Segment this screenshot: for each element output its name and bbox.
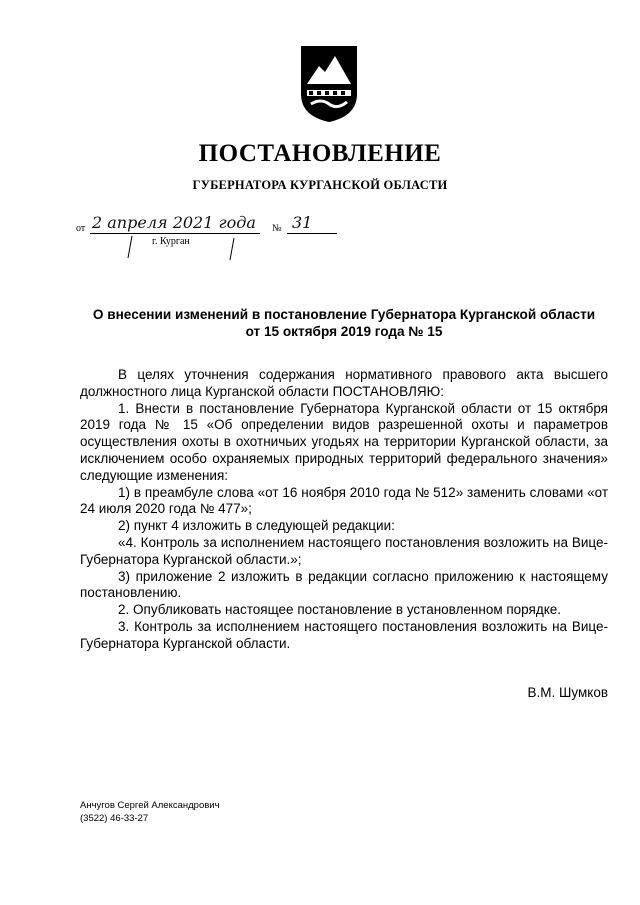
city-label: г. Курган (152, 236, 190, 247)
executor-name: Анчугов Сергей Александрович (80, 800, 220, 811)
number-handwritten: 31 (292, 213, 313, 232)
number-underline (287, 233, 337, 234)
coat-of-arms-icon (299, 44, 359, 124)
document-body (80, 367, 608, 653)
body-paragraph: 3. Контроль за исполнением настоящего постановления возложить на Вице-Губернатора Курганской области. (80, 618, 608, 651)
date-handwritten: 2 апреля 2021 года (92, 213, 256, 232)
document-heading (84, 306, 604, 340)
document-subtitle: ГУБЕРНАТОРА КУРГАНСКОЙ ОБЛАСТИ (192, 178, 448, 192)
signature-name: В.М. Шумков (527, 685, 608, 700)
date-prefix: от (76, 223, 86, 234)
body-paragraph: 2) пункт 4 изложить в следующей редакции: (118, 518, 395, 534)
body-paragraph: В целях уточнения содержания нормативного правового акта высшего должностного лица Курганской области ПОСТАНОВЛЯЮ: (80, 367, 608, 399)
executor-phone: (3522) 46-33-27 (80, 813, 149, 824)
body-paragraph: 2. Опубликовать настоящее постановление в установленном порядке. (118, 602, 562, 618)
body-paragraph: «4. Контроль за исполнением настоящего постановления возложить на Вице-Губернатора Курганской области.»; (80, 534, 608, 567)
heading-line-2: от 15 октября 2019 года № 15 (245, 324, 443, 339)
signature-strokes (120, 234, 260, 264)
body-paragraph: 1. Внести в постановление Губернатора Курганской области от 15 октября 2019 года № 15 «Об определении видов разрешенной охоты и параметров осуществления охоты в охотничьих угодьях на территории Курганской области, за исключением особо охраняемых природных территорий федерального значения» следующие изменения: (80, 400, 608, 483)
executor-info (80, 799, 220, 825)
number-prefix: № (272, 223, 282, 234)
body-paragraph: 1) в преамбуле слова «от 16 ноября 2010 года № 512» заменить словами «от 24 июля 2020 года № 477»; (80, 484, 608, 517)
heading-line-1: О внесении изменений в постановление Губернатора Курганской области (92, 307, 596, 322)
document-title: ПОСТАНОВЛЕНИЕ (198, 140, 442, 167)
body-paragraph: 3) приложение 2 изложить в редакции согласно приложению к настоящему постановлению. (80, 568, 608, 601)
